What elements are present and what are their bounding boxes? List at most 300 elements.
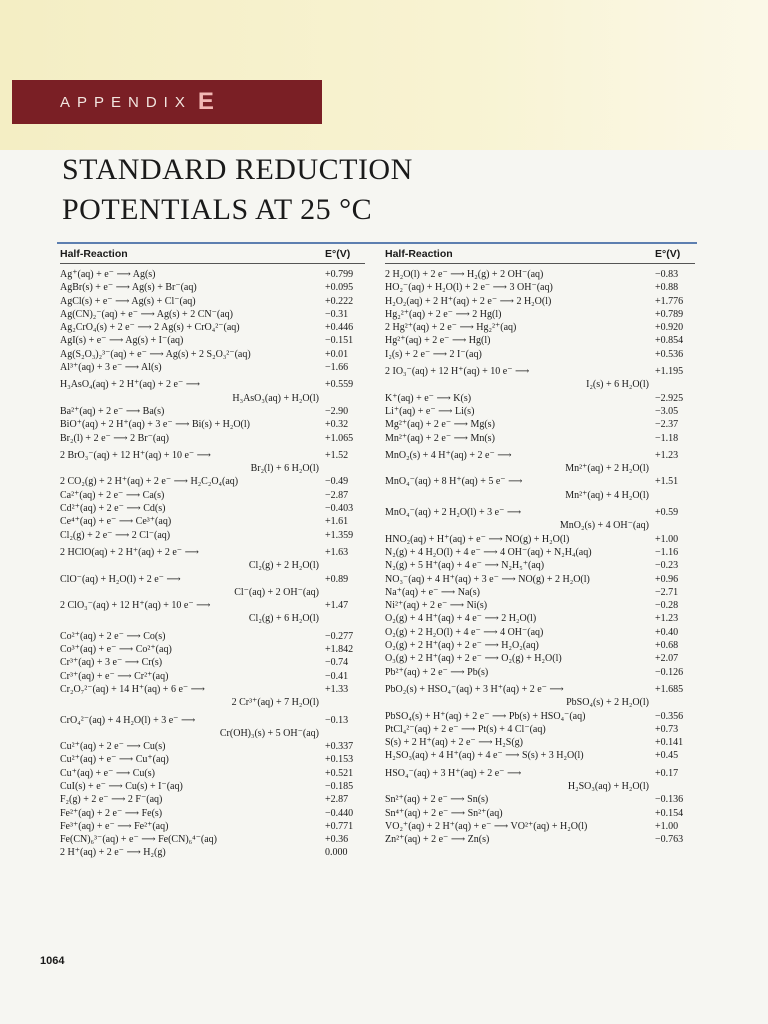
potential-value: +0.854 xyxy=(655,335,684,347)
potential-value: −0.403 xyxy=(325,503,354,515)
potential-value: −2.37 xyxy=(655,419,679,431)
potential-value: −3.05 xyxy=(655,405,679,417)
reaction-products: H₃AsO₃(aq) + H₂O(l) xyxy=(232,392,319,404)
reaction-products: Cl⁻(aq) + 2 OH⁻(aq) xyxy=(234,586,319,598)
reaction-text: Co²⁺(aq) + 2 e⁻ ⟶ Co(s) xyxy=(60,630,166,642)
table-row xyxy=(385,767,695,794)
header-potential: E°(V) xyxy=(655,248,681,260)
potential-value: −1.16 xyxy=(655,546,679,558)
half-reaction xyxy=(60,295,325,308)
table-row xyxy=(60,475,365,488)
potential-value: −1.66 xyxy=(325,362,349,374)
potential-value: +1.33 xyxy=(325,683,349,695)
reaction-text: O₂(g) + 2 H⁺(aq) + 2 e⁻ ⟶ H₂O₂(aq) xyxy=(385,640,539,652)
half-reaction xyxy=(60,820,325,833)
reaction-text: N₂(g) + 4 H₂O(l) + 4 e⁻ ⟶ 4 OH⁻(aq) + N₂H₄(aq) xyxy=(385,546,592,558)
half-reaction xyxy=(385,546,655,559)
table-left-column xyxy=(60,248,365,860)
half-reaction xyxy=(385,334,655,347)
reaction-text: Hg²⁺(aq) + 2 e⁻ ⟶ Hg(l) xyxy=(385,335,491,347)
half-reaction xyxy=(60,630,325,643)
half-reaction xyxy=(385,626,655,639)
table-row xyxy=(60,643,365,656)
page-title xyxy=(62,150,562,230)
reaction-text: Sn²⁺(aq) + 2 e⁻ ⟶ Sn(s) xyxy=(385,794,489,806)
potential-value: +0.521 xyxy=(325,767,354,779)
half-reaction xyxy=(385,475,655,502)
half-reaction xyxy=(60,361,325,374)
half-reaction xyxy=(385,793,655,806)
appendix-label: APPENDIX xyxy=(60,93,192,111)
reaction-text: O₃(g) + 2 H⁺(aq) + 2 e⁻ ⟶ O₂(g) + H₂O(l) xyxy=(385,653,562,665)
potential-value: −0.28 xyxy=(655,600,679,612)
half-reaction xyxy=(60,546,325,573)
reaction-text: Al³⁺(aq) + 3 e⁻ ⟶ Al(s) xyxy=(60,362,162,374)
reaction-products: Br₂(l) + 6 H₂O(l) xyxy=(250,463,319,475)
half-reaction xyxy=(385,308,655,321)
table-row xyxy=(60,573,365,600)
appendix-banner xyxy=(12,80,322,124)
table-row xyxy=(60,432,365,445)
half-reaction xyxy=(60,670,325,683)
reaction-text: Cr³⁺(aq) + 3 e⁻ ⟶ Cr(s) xyxy=(60,657,163,669)
table-row xyxy=(60,489,365,502)
potential-value: −0.185 xyxy=(325,780,354,792)
half-reaction xyxy=(385,418,655,431)
half-reaction xyxy=(385,749,655,762)
table-row xyxy=(60,846,365,859)
table-row xyxy=(385,281,695,294)
table-row xyxy=(385,348,695,361)
table-row xyxy=(385,820,695,833)
potential-value: +0.154 xyxy=(655,807,684,819)
half-reaction xyxy=(385,365,655,392)
reaction-text: Li⁺(aq) + e⁻ ⟶ Li(s) xyxy=(385,405,475,417)
reaction-text: ClO⁻(aq) + H₂O(l) + 2 e⁻ ⟶ xyxy=(60,573,181,585)
table-row xyxy=(385,268,695,281)
table-row xyxy=(385,405,695,418)
reaction-text: CrO₄²⁻(aq) + 4 H₂O(l) + 3 e⁻ ⟶ xyxy=(60,714,196,726)
reaction-text: O₂(g) + 4 H⁺(aq) + 4 e⁻ ⟶ 2 H₂O(l) xyxy=(385,613,537,625)
reaction-text: AgCl(s) + e⁻ ⟶ Ag(s) + Cl⁻(aq) xyxy=(60,295,196,307)
table-row xyxy=(385,666,695,679)
half-reaction xyxy=(385,559,655,572)
table-row xyxy=(60,833,365,846)
reaction-products: Cl₂(g) + 2 H₂O(l) xyxy=(248,560,319,572)
reaction-text: 2 CO₂(g) + 2 H⁺(aq) + 2 e⁻ ⟶ H₂C₂O₄(aq) xyxy=(60,476,239,488)
potential-value: +0.01 xyxy=(325,348,349,360)
potential-value: +0.36 xyxy=(325,834,349,846)
table-row xyxy=(385,710,695,723)
reaction-text: 2 IO₃⁻(aq) + 12 H⁺(aq) + 10 e⁻ ⟶ xyxy=(385,366,530,378)
reaction-text: 2 ClO₃⁻(aq) + 12 H⁺(aq) + 10 e⁻ ⟶ xyxy=(60,600,211,612)
table-row xyxy=(385,295,695,308)
potential-value: +0.337 xyxy=(325,741,354,753)
potential-value: +0.446 xyxy=(325,322,354,334)
potential-value: +1.00 xyxy=(655,820,679,832)
potential-value: −0.74 xyxy=(325,657,349,669)
reaction-text: MnO₄⁻(aq) + 2 H₂O(l) + 3 e⁻ ⟶ xyxy=(385,507,522,519)
reaction-products: Cr(OH)₃(s) + 5 OH⁻(aq) xyxy=(219,727,319,739)
reaction-text: Cu²⁺(aq) + e⁻ ⟶ Cu⁺(aq) xyxy=(60,754,169,766)
potential-value: −2.87 xyxy=(325,489,349,501)
reaction-products: MnO₂(s) + 4 OH⁻(aq) xyxy=(559,520,649,532)
half-reaction xyxy=(385,432,655,445)
half-reaction xyxy=(60,714,325,741)
half-reaction xyxy=(385,710,655,723)
half-reaction xyxy=(60,740,325,753)
reaction-text: Br₂(l) + 2 e⁻ ⟶ 2 Br⁻(aq) xyxy=(60,432,169,444)
reaction-text: H₂SO₃(aq) + 4 H⁺(aq) + 4 e⁻ ⟶ S(s) + 3 H₂O(l) xyxy=(385,750,584,762)
table-row xyxy=(60,268,365,281)
reaction-products: Mn²⁺(aq) + 4 H₂O(l) xyxy=(565,489,649,501)
table-row xyxy=(385,432,695,445)
reaction-text: MnO₄⁻(aq) + 8 H⁺(aq) + 5 e⁻ ⟶ xyxy=(385,476,523,488)
potential-value: +1.842 xyxy=(325,644,354,656)
header-potential: E°(V) xyxy=(325,248,351,260)
half-reaction xyxy=(385,833,655,846)
potential-value: +1.359 xyxy=(325,529,354,541)
table-row xyxy=(385,612,695,625)
table-row xyxy=(60,321,365,334)
half-reaction xyxy=(60,846,325,859)
potential-value: +0.96 xyxy=(655,573,679,585)
table-row xyxy=(60,753,365,766)
half-reaction xyxy=(385,449,655,476)
half-reaction xyxy=(60,643,325,656)
reaction-text: F₂(g) + 2 e⁻ ⟶ 2 F⁻(aq) xyxy=(60,794,163,806)
table-row xyxy=(385,599,695,612)
table-row xyxy=(385,449,695,476)
potential-value: −0.151 xyxy=(325,335,354,347)
table-row xyxy=(385,334,695,347)
half-reaction xyxy=(60,807,325,820)
reaction-text: HNO₂(aq) + H⁺(aq) + e⁻ ⟶ NO(g) + H₂O(l) xyxy=(385,533,570,545)
table-row xyxy=(385,418,695,431)
reaction-text: 2 Hg²⁺(aq) + 2 e⁻ ⟶ Hg₂²⁺(aq) xyxy=(385,322,517,334)
reaction-text: PbO₂(s) + HSO₄⁻(aq) + 3 H⁺(aq) + 2 e⁻ ⟶ xyxy=(385,683,564,695)
reaction-text: Pb²⁺(aq) + 2 e⁻ ⟶ Pb(s) xyxy=(385,666,489,678)
page-number: 1064 xyxy=(40,955,65,967)
reaction-text: S(s) + 2 H⁺(aq) + 2 e⁻ ⟶ H₂S(g) xyxy=(385,737,523,749)
half-reaction xyxy=(60,348,325,361)
half-reaction xyxy=(385,348,655,361)
half-reaction xyxy=(60,489,325,502)
potential-value: +0.771 xyxy=(325,820,354,832)
table-row xyxy=(60,767,365,780)
table-row xyxy=(60,630,365,643)
page-title-line-1: STANDARD REDUCTION xyxy=(62,153,413,186)
half-reaction xyxy=(385,281,655,294)
table-row xyxy=(385,475,695,502)
reaction-text: Ba²⁺(aq) + 2 e⁻ ⟶ Ba(s) xyxy=(60,405,165,417)
potential-value: +1.00 xyxy=(655,533,679,545)
potential-value: +0.789 xyxy=(655,308,684,320)
potential-value: +0.222 xyxy=(325,295,354,307)
table-row xyxy=(385,736,695,749)
potential-value: +0.32 xyxy=(325,419,349,431)
reaction-products: 2 Cr³⁺(aq) + 7 H₂O(l) xyxy=(231,697,319,709)
half-reaction xyxy=(60,502,325,515)
half-reaction xyxy=(385,639,655,652)
reaction-text: AgBr(s) + e⁻ ⟶ Ag(s) + Br⁻(aq) xyxy=(60,282,197,294)
reaction-text: Fe³⁺(aq) + e⁻ ⟶ Fe²⁺(aq) xyxy=(60,820,169,832)
half-reaction xyxy=(385,405,655,418)
half-reaction xyxy=(60,432,325,445)
table-right-column xyxy=(385,248,695,846)
half-reaction xyxy=(385,533,655,546)
table-row xyxy=(60,740,365,753)
table-row xyxy=(385,626,695,639)
table-row xyxy=(60,334,365,347)
potential-value: +1.195 xyxy=(655,366,684,378)
half-reaction xyxy=(60,475,325,488)
table-row xyxy=(60,378,365,405)
table-row xyxy=(385,392,695,405)
reaction-text: Sn⁴⁺(aq) + 2 e⁻ ⟶ Sn²⁺(aq) xyxy=(385,807,503,819)
potential-value: +0.89 xyxy=(325,573,349,585)
table-row xyxy=(385,321,695,334)
table-row xyxy=(385,546,695,559)
reaction-text: Cr³⁺(aq) + e⁻ ⟶ Cr²⁺(aq) xyxy=(60,670,169,682)
table-row xyxy=(60,361,365,374)
potential-value: +1.685 xyxy=(655,683,684,695)
potential-value: +0.141 xyxy=(655,737,684,749)
half-reaction xyxy=(385,820,655,833)
half-reaction xyxy=(60,378,325,405)
reaction-text: NO₃⁻(aq) + 4 H⁺(aq) + 3 e⁻ ⟶ NO(g) + 2 H₂O(l) xyxy=(385,573,590,585)
half-reaction xyxy=(60,599,325,626)
table-row xyxy=(60,714,365,741)
table-row xyxy=(385,506,695,533)
table-row xyxy=(60,502,365,515)
table-row xyxy=(385,793,695,806)
table-row xyxy=(60,656,365,669)
reaction-products: Mn²⁺(aq) + 2 H₂O(l) xyxy=(565,463,649,475)
reaction-text: Ni²⁺(aq) + 2 e⁻ ⟶ Ni(s) xyxy=(385,600,488,612)
reaction-text: Cu⁺(aq) + e⁻ ⟶ Cu(s) xyxy=(60,767,155,779)
reaction-products: I₂(s) + 6 H₂O(l) xyxy=(586,379,649,391)
potential-value: +0.536 xyxy=(655,348,684,360)
potential-value: +0.68 xyxy=(655,640,679,652)
reaction-text: MnO₂(s) + 4 H⁺(aq) + 2 e⁻ ⟶ xyxy=(385,449,512,461)
reaction-text: I₂(s) + 2 e⁻ ⟶ 2 I⁻(aq) xyxy=(385,348,482,360)
half-reaction xyxy=(385,723,655,736)
potential-value: +1.51 xyxy=(655,476,679,488)
potential-value: −0.440 xyxy=(325,807,354,819)
table-row xyxy=(385,723,695,736)
potential-value: −0.13 xyxy=(325,714,349,726)
half-reaction xyxy=(385,652,655,665)
table-row xyxy=(60,529,365,542)
header-half-reaction: Half-Reaction xyxy=(60,248,128,260)
table-row xyxy=(385,807,695,820)
reaction-text: BiO⁺(aq) + 2 H⁺(aq) + 3 e⁻ ⟶ Bi(s) + H₂O(l) xyxy=(60,419,250,431)
reaction-text: Ag⁺(aq) + e⁻ ⟶ Ag(s) xyxy=(60,269,156,280)
potential-value: +0.88 xyxy=(655,282,679,294)
table-row xyxy=(385,365,695,392)
table-row xyxy=(385,586,695,599)
half-reaction xyxy=(385,807,655,820)
reaction-products: PbSO₄(s) + 2 H₂O(l) xyxy=(566,697,649,709)
left-rows xyxy=(60,268,365,860)
reaction-text: Mg²⁺(aq) + 2 e⁻ ⟶ Mg(s) xyxy=(385,419,495,431)
reaction-text: Na⁺(aq) + e⁻ ⟶ Na(s) xyxy=(385,586,480,598)
potential-value: −2.90 xyxy=(325,405,349,417)
potential-value: +1.47 xyxy=(325,600,349,612)
half-reaction xyxy=(385,321,655,334)
half-reaction xyxy=(60,767,325,780)
table-row xyxy=(385,652,695,665)
reaction-text: Cd²⁺(aq) + 2 e⁻ ⟶ Cd(s) xyxy=(60,503,166,515)
potential-value: −0.356 xyxy=(655,710,684,722)
page-title-line-2: POTENTIALS AT 25 °C xyxy=(62,193,373,226)
reaction-text: Fe²⁺(aq) + 2 e⁻ ⟶ Fe(s) xyxy=(60,807,163,819)
potential-value: +1.23 xyxy=(655,449,679,461)
table-row xyxy=(60,405,365,418)
reaction-text: O₂(g) + 2 H₂O(l) + 4 e⁻ ⟶ 4 OH⁻(aq) xyxy=(385,626,544,638)
potential-value: +0.73 xyxy=(655,723,679,735)
half-reaction xyxy=(60,405,325,418)
reaction-text: Ca²⁺(aq) + 2 e⁻ ⟶ Ca(s) xyxy=(60,489,165,501)
half-reaction xyxy=(385,612,655,625)
half-reaction xyxy=(385,586,655,599)
header-band xyxy=(0,0,768,150)
table-row xyxy=(60,599,365,626)
potential-value: +1.776 xyxy=(655,295,684,307)
table-row xyxy=(385,573,695,586)
potential-value: +1.065 xyxy=(325,432,354,444)
reaction-text: HO₂⁻(aq) + H₂O(l) + 2 e⁻ ⟶ 3 OH⁻(aq) xyxy=(385,282,553,294)
potential-value: −0.31 xyxy=(325,308,349,320)
table-row xyxy=(60,793,365,806)
half-reaction xyxy=(385,599,655,612)
potential-value: +0.153 xyxy=(325,754,354,766)
half-reaction xyxy=(60,281,325,294)
potential-value: −0.136 xyxy=(655,794,684,806)
potential-value: +2.07 xyxy=(655,653,679,665)
reaction-text: AgI(s) + e⁻ ⟶ Ag(s) + I⁻(aq) xyxy=(60,335,184,347)
potential-value: +1.52 xyxy=(325,449,349,461)
appendix-letter: E xyxy=(197,88,214,115)
table-row xyxy=(385,683,695,710)
reaction-text: VO₂⁺(aq) + 2 H⁺(aq) + e⁻ ⟶ VO²⁺(aq) + H₂O(l) xyxy=(385,820,588,832)
table-row xyxy=(385,533,695,546)
potential-value: −0.277 xyxy=(325,630,354,642)
half-reaction xyxy=(60,268,325,281)
potential-value: +0.17 xyxy=(655,767,679,779)
table-row xyxy=(385,833,695,846)
reaction-text: Hg₂²⁺(aq) + 2 e⁻ ⟶ 2 Hg(l) xyxy=(385,308,502,320)
half-reaction xyxy=(60,449,325,476)
half-reaction xyxy=(60,793,325,806)
half-reaction xyxy=(385,573,655,586)
potential-value: +0.45 xyxy=(655,750,679,762)
half-reaction xyxy=(60,418,325,431)
reaction-text: CuI(s) + e⁻ ⟶ Cu(s) + I⁻(aq) xyxy=(60,780,183,792)
potential-value: +1.63 xyxy=(325,546,349,558)
reaction-products: H₂SO₃(aq) + H₂O(l) xyxy=(567,780,649,792)
half-reaction xyxy=(60,529,325,542)
half-reaction xyxy=(385,392,655,405)
reaction-text: Ag(S₂O₃)₂³⁻(aq) + e⁻ ⟶ Ag(s) + 2 S₂O₃²⁻(aq) xyxy=(60,348,251,360)
table-row xyxy=(60,670,365,683)
table-row xyxy=(60,308,365,321)
reaction-text: 2 H⁺(aq) + 2 e⁻ ⟶ H₂(g) xyxy=(60,847,166,859)
potential-value: +1.61 xyxy=(325,516,349,528)
potential-value: +0.59 xyxy=(655,507,679,519)
reaction-text: Cr₂O₇²⁻(aq) + 14 H⁺(aq) + 6 e⁻ ⟶ xyxy=(60,683,205,695)
table-row xyxy=(60,780,365,793)
table-row xyxy=(60,281,365,294)
table-row xyxy=(60,295,365,308)
table-row xyxy=(60,449,365,476)
reaction-text: H₃AsO₄(aq) + 2 H⁺(aq) + 2 e⁻ ⟶ xyxy=(60,379,201,391)
potential-value: +2.87 xyxy=(325,794,349,806)
potential-value: −2.71 xyxy=(655,586,679,598)
table-row xyxy=(60,820,365,833)
potential-value: −2.925 xyxy=(655,392,684,404)
table-top-rule xyxy=(57,242,697,244)
potential-value: 0.000 xyxy=(325,847,348,859)
reaction-text: N₂(g) + 5 H⁺(aq) + 4 e⁻ ⟶ N₂H₅⁺(aq) xyxy=(385,560,545,572)
reaction-text: Co³⁺(aq) + e⁻ ⟶ Co²⁺(aq) xyxy=(60,644,172,656)
potential-value: −0.126 xyxy=(655,666,684,678)
table-row xyxy=(385,749,695,762)
reaction-text: HSO₄⁻(aq) + 3 H⁺(aq) + 2 e⁻ ⟶ xyxy=(385,767,522,779)
reaction-text: Ag(CN)₂⁻(aq) + e⁻ ⟶ Ag(s) + 2 CN⁻(aq) xyxy=(60,308,233,320)
half-reaction xyxy=(60,308,325,321)
half-reaction xyxy=(385,736,655,749)
half-reaction xyxy=(60,656,325,669)
reaction-text: K⁺(aq) + e⁻ ⟶ K(s) xyxy=(385,392,472,404)
reaction-text: H₂O₂(aq) + 2 H⁺(aq) + 2 e⁻ ⟶ 2 H₂O(l) xyxy=(385,295,552,307)
table-row xyxy=(60,546,365,573)
half-reaction xyxy=(60,321,325,334)
potential-value: −0.23 xyxy=(655,560,679,572)
reaction-text: Fe(CN)₆³⁻(aq) + e⁻ ⟶ Fe(CN)₆⁴⁻(aq) xyxy=(60,834,218,846)
reaction-text: 2 BrO₃⁻(aq) + 12 H⁺(aq) + 10 e⁻ ⟶ xyxy=(60,449,212,461)
reaction-text: Mn²⁺(aq) + 2 e⁻ ⟶ Mn(s) xyxy=(385,432,495,444)
table-header xyxy=(385,248,695,264)
table-row xyxy=(385,559,695,572)
table-row xyxy=(385,639,695,652)
potential-value: +0.40 xyxy=(655,626,679,638)
half-reaction xyxy=(60,334,325,347)
table-row xyxy=(60,515,365,528)
half-reaction xyxy=(385,683,655,710)
half-reaction xyxy=(60,780,325,793)
reaction-text: Ag₂CrO₄(s) + 2 e⁻ ⟶ 2 Ag(s) + CrO₄²⁻(aq) xyxy=(60,322,240,334)
reaction-text: 2 HClO(aq) + 2 H⁺(aq) + 2 e⁻ ⟶ xyxy=(60,546,199,558)
reaction-products: Cl₂(g) + 6 H₂O(l) xyxy=(248,613,319,625)
table-row xyxy=(60,807,365,820)
potential-value: −0.83 xyxy=(655,269,679,280)
table-row xyxy=(385,308,695,321)
potential-value: −1.18 xyxy=(655,432,679,444)
reaction-text: PtCl₄²⁻(aq) + 2 e⁻ ⟶ Pt(s) + 4 Cl⁻(aq) xyxy=(385,723,546,735)
table-row xyxy=(60,418,365,431)
reaction-text: Cu²⁺(aq) + 2 e⁻ ⟶ Cu(s) xyxy=(60,741,166,753)
potential-value: −0.763 xyxy=(655,834,684,846)
half-reaction xyxy=(60,573,325,600)
half-reaction xyxy=(385,767,655,794)
potential-value: +0.799 xyxy=(325,269,354,280)
half-reaction xyxy=(60,833,325,846)
potential-value: +0.559 xyxy=(325,379,354,391)
potential-value: +1.23 xyxy=(655,613,679,625)
half-reaction xyxy=(60,753,325,766)
